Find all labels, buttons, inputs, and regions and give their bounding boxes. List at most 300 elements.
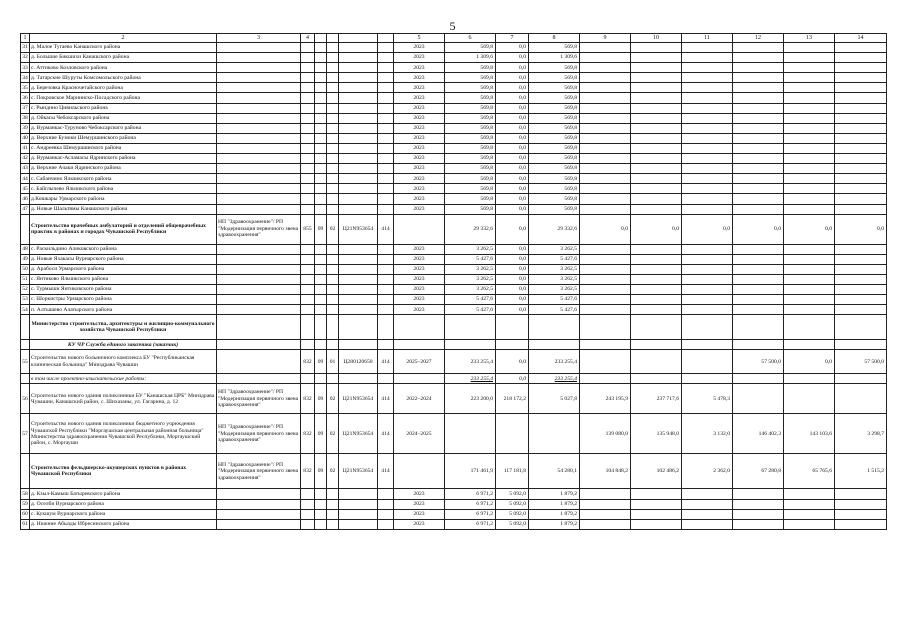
row-number: 52 [21,284,30,294]
empty-cell [784,73,835,83]
empty-cell [631,83,682,93]
empty-cell [580,184,631,194]
year-cell: 2023 [394,295,445,305]
empty-cell [733,264,784,274]
code-cell [378,194,394,204]
col7-value: 0,0 [496,63,529,73]
code-cell [315,143,327,153]
empty-cell [631,244,682,254]
col8-value: 569,8 [529,143,580,153]
empty-cell [835,174,887,184]
code-cell [327,184,339,194]
customer-row [21,340,887,350]
col8-value: 569,8 [529,43,580,53]
code-cell [339,73,378,83]
empty-cell [835,305,887,315]
empty-cell [835,264,887,274]
table-row [21,489,887,499]
code-cell [301,499,315,509]
program-cell [217,143,301,153]
col8-value: 1 879,2 [529,509,580,519]
empty-cell [682,519,733,529]
empty-cell [394,340,445,350]
empty-cell [733,83,784,93]
empty-cell [580,519,631,529]
code-cell [339,295,378,305]
row-number: 37 [21,103,30,113]
empty-cell [784,264,835,274]
empty-cell [784,499,835,509]
empty-cell [835,194,887,204]
empty-cell [835,254,887,264]
col10-value: 135 948,0 [631,414,682,454]
code-cell [378,489,394,499]
empty-cell [580,73,631,83]
col6-value: 3 262,5 [445,244,496,254]
code-cell [301,123,315,133]
empty-cell [682,174,733,184]
empty-cell [835,113,887,123]
col8-value: 3 262,5 [529,244,580,254]
empty-cell [682,93,733,103]
row-number: 51 [21,274,30,284]
table-row [21,93,887,103]
row-number: 45 [21,184,30,194]
vr-cell: 414 [378,384,394,414]
code-cell [327,244,339,254]
empty-cell [580,83,631,93]
empty-cell [580,204,631,214]
col7-value: 0,0 [496,43,529,53]
empty-cell [835,53,887,63]
row-number: 31 [21,43,30,53]
col8-value: 1 309,6 [529,53,580,63]
code-cell [339,194,378,204]
empty-cell [835,133,887,143]
row-number: 44 [21,174,30,184]
header-cell [378,34,394,43]
col6-value: 3 262,5 [445,284,496,294]
row-number: 41 [21,143,30,153]
empty-cell [784,143,835,153]
table-row [21,164,887,174]
program-cell [217,83,301,93]
row-number: 54 [21,305,30,315]
empty-cell [835,284,887,294]
empty-cell [631,53,682,63]
header-cell: 5 [394,34,445,43]
empty-cell [580,264,631,274]
col7-value: 218 172,2 [496,384,529,414]
empty-cell [682,123,733,133]
empty-cell [631,133,682,143]
program-cell [217,174,301,184]
empty-cell [682,489,733,499]
empty-cell [631,174,682,184]
code-cell [339,519,378,529]
col14-value: 1 515,2 [835,454,887,489]
empty-cell [580,93,631,103]
empty-cell [784,93,835,103]
customer-name: КУ ЧР Служба единого заказчика (заказчик) [30,340,217,350]
empty-cell [580,143,631,153]
empty-cell [580,154,631,164]
program-cell [217,93,301,103]
program-cell [217,519,301,529]
code-cell: 832 [301,384,315,414]
empty-cell [733,73,784,83]
col8-value: 569,8 [529,204,580,214]
object-name: д. Верхние Ачаки Ядринского района [30,164,217,174]
col12-value: 0,0 [733,214,784,244]
empty-cell [682,53,733,63]
header-cell: 13 [784,34,835,43]
header-cell: 8 [529,34,580,43]
code-cell [301,204,315,214]
code-cell [378,184,394,194]
col6-value: 569,8 [445,133,496,143]
empty-cell [682,264,733,274]
table-row [21,174,887,184]
empty-cell [784,184,835,194]
code-cell [315,133,327,143]
program-cell: НП "Здравоохранение"/ РП "Модернизация первичного звена здравоохранения" [217,454,301,489]
vr-cell: 414 [378,414,394,454]
empty-cell [631,204,682,214]
col9-value: 104 848,2 [580,454,631,489]
code-cell [315,284,327,294]
row-number: 60 [21,509,30,519]
code-cell [301,284,315,294]
table-row [21,103,887,113]
code-cell [339,489,378,499]
row-number: 38 [21,113,30,123]
program-cell [217,264,301,274]
col6-value: 569,8 [445,164,496,174]
code-cell [301,133,315,143]
row-number: 57 [21,414,30,454]
empty-cell [784,509,835,519]
block-row [21,414,887,454]
empty-cell [784,305,835,315]
code-cell [339,174,378,184]
empty-cell [835,123,887,133]
empty-cell [733,103,784,113]
year-cell: 2023 [394,63,445,73]
empty-cell [733,254,784,264]
empty-cell [631,43,682,53]
col8-value: 3 262,5 [529,274,580,284]
program-cell: НП "Здравоохранение"/ РП "Модернизация первичного звена здравоохранения" [217,214,301,244]
header-cell: 12 [733,34,784,43]
col6-value: 233 255,4 [445,350,496,374]
code-cell [327,43,339,53]
col14-value [835,384,887,414]
empty-cell [733,194,784,204]
header-cell [339,34,378,43]
col6-value: 171 461,9 [445,454,496,489]
empty-cell [631,103,682,113]
row-number: 40 [21,133,30,143]
empty-cell [835,509,887,519]
empty-cell [394,374,445,384]
empty-cell [682,143,733,153]
col6-value: 233 255,4 [445,374,496,384]
year-cell: 2023 [394,274,445,284]
empty-cell [733,499,784,509]
empty-cell [682,63,733,73]
empty-cell [835,93,887,103]
empty-cell [682,254,733,264]
year-cell: 2023 [394,43,445,53]
col11-value [682,350,733,374]
code-cell [301,103,315,113]
code-cell [315,489,327,499]
col14-value: 0,0 [835,214,887,244]
code-cell [301,154,315,164]
col11-value: 3 132,0 [682,414,733,454]
empty-cell [682,284,733,294]
empty-cell [682,509,733,519]
year-cell: 2023 [394,113,445,123]
block-row [21,350,887,374]
empty-cell [835,143,887,153]
col6-value: 3 262,5 [445,274,496,284]
empty-cell [733,93,784,103]
col6-value: 569,8 [445,43,496,53]
object-name: д.Кошкары Урмарского района [30,194,217,204]
code-cell [339,305,378,315]
row-number: 50 [21,264,30,274]
empty-cell [631,315,682,340]
target-cell: Ц21N953654 [339,214,378,244]
code-cell [301,244,315,254]
year-cell: 2024–2025 [394,414,445,454]
col12-value [733,384,784,414]
empty-cell [784,204,835,214]
empty-cell [682,244,733,254]
code-cell [301,83,315,93]
code-cell [301,164,315,174]
empty-cell [339,340,378,350]
header-row [21,34,887,43]
row-number: 34 [21,73,30,83]
code-cell [378,103,394,113]
empty-cell [733,184,784,194]
table-row [21,184,887,194]
ministry-row [21,315,887,340]
program-cell [217,154,301,164]
program-cell [217,113,301,123]
empty-cell [784,43,835,53]
program-cell [217,43,301,53]
object-name: Строительство нового больничного комплекса БУ "Республиканская клиническая больница" Минздрава Чувашии [30,350,217,374]
col6-value: 6 971,2 [445,519,496,529]
code-cell [378,53,394,63]
row-number: 58 [21,489,30,499]
year-cell: 2023 [394,133,445,143]
year-cell: 2023 [394,519,445,529]
empty-cell [784,154,835,164]
col8-value [529,414,580,454]
table-row [21,244,887,254]
empty-cell [631,519,682,529]
empty-cell [733,305,784,315]
code-cell [315,113,327,123]
header-cell: 2 [30,34,217,43]
col6-value: 569,8 [445,123,496,133]
empty-cell [378,340,394,350]
empty-cell [733,315,784,340]
subsection-cell: 01 [327,350,339,374]
year-cell: 2023 [394,83,445,93]
code-cell [339,284,378,294]
code-cell [301,274,315,284]
table-row [21,123,887,133]
col6-value: 569,8 [445,113,496,123]
code-cell [327,519,339,529]
empty-cell [217,374,301,384]
object-name: д. Новые Шальтямы Канашского района [30,204,217,214]
object-name: с. Раскильдино Аликовского района [30,244,217,254]
empty-cell [682,204,733,214]
program-cell [217,274,301,284]
col6-value: 569,8 [445,194,496,204]
col9-value: 0,0 [580,214,631,244]
block-row [21,454,887,489]
program-cell [217,133,301,143]
empty-cell [835,499,887,509]
code-cell [327,305,339,315]
empty-cell [631,509,682,519]
subsection-cell: 02 [327,214,339,244]
col8-value: 29 332,6 [529,214,580,244]
row-number: 59 [21,499,30,509]
empty-cell [580,274,631,284]
col7-value: 0,0 [496,154,529,164]
col11-value: 2 362,0 [682,454,733,489]
code-cell [378,133,394,143]
empty-cell [631,499,682,509]
empty-cell [682,184,733,194]
code-cell [339,204,378,214]
code-cell [378,174,394,184]
code-cell [378,305,394,315]
empty-cell [733,154,784,164]
empty-cell [580,43,631,53]
code-cell: 832 [301,350,315,374]
code-cell [301,184,315,194]
program-cell [217,305,301,315]
empty-cell [339,315,378,340]
empty-cell [835,274,887,284]
empty-cell [733,204,784,214]
empty-cell [631,295,682,305]
year-cell: 2023 [394,499,445,509]
code-cell [315,184,327,194]
col8-value: 569,8 [529,154,580,164]
header-cell: 10 [631,34,682,43]
empty-cell [631,254,682,264]
col8-value: 569,8 [529,123,580,133]
table-row [21,284,887,294]
object-name: д. Нижние Абызды Ибресинского района [30,519,217,529]
empty-cell [327,340,339,350]
empty-cell [580,284,631,294]
col6-value: 569,8 [445,184,496,194]
col12-value: 146 402,3 [733,414,784,454]
code-cell [327,174,339,184]
empty-cell [682,103,733,113]
col13-value: 65 765,6 [784,454,835,489]
col6-value: 1 309,6 [445,53,496,63]
col8-value: 5 427,6 [529,254,580,264]
col8-value: 569,8 [529,83,580,93]
empty-cell [496,315,529,340]
code-cell [378,63,394,73]
year-cell: 2025–2027 [394,350,445,374]
code-cell [339,184,378,194]
col9-value [580,350,631,374]
empty-cell [631,184,682,194]
col6-value: 569,8 [445,103,496,113]
empty-cell [682,194,733,204]
col7-value: 0,0 [496,204,529,214]
col8-value: 1 879,2 [529,519,580,529]
col10-value: 102 486,2 [631,454,682,489]
header-cell: 4 [301,34,315,43]
col8-value: 569,8 [529,174,580,184]
empty-cell [733,123,784,133]
code-cell [327,489,339,499]
empty-cell [301,315,315,340]
code-cell [315,509,327,519]
table-row [21,264,887,274]
code-cell [327,499,339,509]
page-number: 5 [449,19,456,33]
code-cell [339,63,378,73]
empty-cell [733,509,784,519]
col8-value: 569,8 [529,63,580,73]
year-cell: 2023 [394,93,445,103]
table-row [21,194,887,204]
table-row [21,204,887,214]
program-cell [217,123,301,133]
col6-value: 569,8 [445,174,496,184]
col8-value: 5 427,6 [529,305,580,315]
empty-cell [580,374,631,384]
code-cell [378,43,394,53]
empty-cell [580,489,631,499]
code-cell [315,73,327,83]
col6-value: 569,8 [445,63,496,73]
empty-cell [835,83,887,93]
empty-cell [580,123,631,133]
table-row [21,53,887,63]
program-cell [217,164,301,174]
col13-value [784,384,835,414]
code-cell [301,509,315,519]
empty-cell [733,143,784,153]
code-cell [378,274,394,284]
code-cell [327,83,339,93]
table-row [21,113,887,123]
table-row [21,133,887,143]
empty-cell [682,374,733,384]
code-cell [315,254,327,264]
col6-value: 5 427,6 [445,254,496,264]
code-cell [339,133,378,143]
